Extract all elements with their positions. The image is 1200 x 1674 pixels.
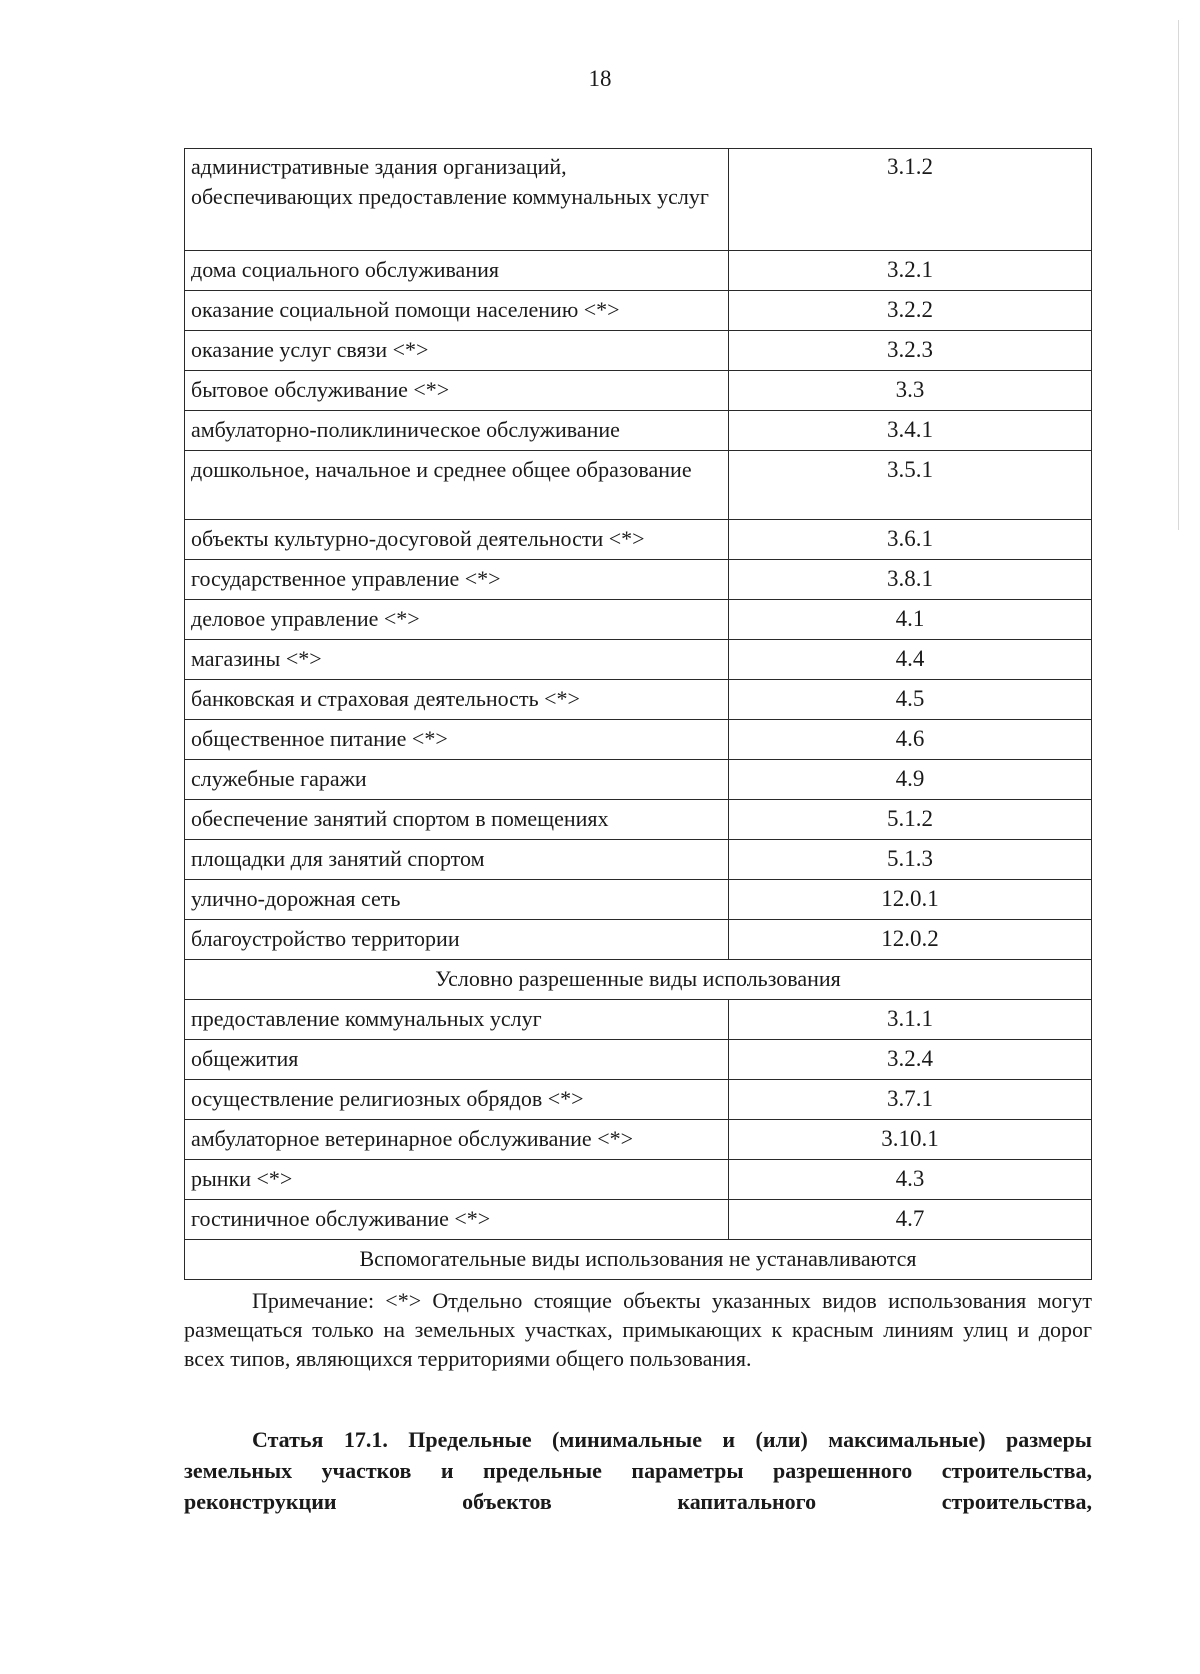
use-name-cell: государственное управление <*>	[185, 560, 729, 600]
table-row	[185, 291, 1092, 331]
use-name-cell: дошкольное, начальное и среднее общее образование	[185, 451, 729, 520]
table-row	[185, 1200, 1092, 1240]
use-name-cell: амбулаторное ветеринарное обслуживание <*>	[185, 1120, 729, 1160]
table-row	[185, 920, 1092, 960]
table-row	[185, 680, 1092, 720]
article-heading: Статья 17.1. Предельные (минимальные и (или) максимальные) размеры земельных участков и предельные параметры разрешенного строительства, реконструкции объектов капитального строительства,	[184, 1427, 1092, 1514]
table-row	[185, 880, 1092, 920]
page-number: 18	[588, 66, 612, 91]
use-code-cell: 3.2.4	[729, 1040, 1092, 1080]
use-code-cell: 12.0.2	[729, 920, 1092, 960]
use-name-cell: площадки для занятий спортом	[185, 840, 729, 880]
use-code-cell: 4.6	[729, 720, 1092, 760]
use-code-cell: 5.1.2	[729, 800, 1092, 840]
table-row	[185, 720, 1092, 760]
use-code-cell: 5.1.3	[729, 840, 1092, 880]
use-name-cell: оказание услуг связи <*>	[185, 331, 729, 371]
use-name-cell: амбулаторно-поликлиническое обслуживание	[185, 411, 729, 451]
scan-edge-line	[1178, 20, 1179, 530]
use-name-cell: предоставление коммунальных услуг	[185, 1000, 729, 1040]
use-code-cell: 3.2.2	[729, 291, 1092, 331]
use-code-cell: 4.4	[729, 640, 1092, 680]
use-name-cell: служебные гаражи	[185, 760, 729, 800]
use-code-cell: 3.3	[729, 371, 1092, 411]
use-name-cell: бытовое обслуживание <*>	[185, 371, 729, 411]
use-name-cell: благоустройство территории	[185, 920, 729, 960]
table-row	[185, 560, 1092, 600]
table-row	[185, 1000, 1092, 1040]
use-name-cell: обеспечение занятий спортом в помещениях	[185, 800, 729, 840]
use-name-cell: деловое управление <*>	[185, 600, 729, 640]
table-row	[185, 331, 1092, 371]
table-row	[185, 1040, 1092, 1080]
table-row	[185, 1160, 1092, 1200]
table-row	[185, 451, 1092, 520]
use-name-cell: административные здания организаций, обеспечивающих предоставление коммунальных услуг	[185, 149, 729, 251]
table-row	[185, 800, 1092, 840]
use-code-cell: 3.8.1	[729, 560, 1092, 600]
use-name-cell: банковская и страховая деятельность <*>	[185, 680, 729, 720]
use-name-cell: улично-дорожная сеть	[185, 880, 729, 920]
section-footer-row	[185, 1240, 1092, 1280]
table-row	[185, 411, 1092, 451]
use-code-cell: 3.2.3	[729, 331, 1092, 371]
use-code-cell: 3.1.1	[729, 1000, 1092, 1040]
use-name-cell: общежития	[185, 1040, 729, 1080]
use-name-cell: гостиничное обслуживание <*>	[185, 1200, 729, 1240]
use-name-cell: объекты культурно-досуговой деятельности <*>	[185, 520, 729, 560]
use-code-cell: 3.5.1	[729, 451, 1092, 520]
table-row	[185, 840, 1092, 880]
section-header-row	[185, 960, 1092, 1000]
use-code-cell: 4.9	[729, 760, 1092, 800]
use-code-cell: 3.10.1	[729, 1120, 1092, 1160]
use-code-cell: 12.0.1	[729, 880, 1092, 920]
use-code-cell: 4.5	[729, 680, 1092, 720]
use-code-cell: 4.3	[729, 1160, 1092, 1200]
use-code-cell: 3.2.1	[729, 251, 1092, 291]
table-row	[185, 251, 1092, 291]
use-code-cell: 4.1	[729, 600, 1092, 640]
use-name-cell: рынки <*>	[185, 1160, 729, 1200]
table-row	[185, 640, 1092, 680]
table-row	[185, 371, 1092, 411]
table-row	[185, 1120, 1092, 1160]
footnote-text: Примечание: <*> Отдельно стоящие объекты указанных видов использования могут размещаться только на земельных участках, примыкающих к красным линиям улиц и дорог всех типов, являющихся территориями общего пользования.	[184, 1288, 1092, 1371]
use-code-cell: 3.1.2	[729, 149, 1092, 251]
auxiliary-uses-row: Вспомогательные виды использования не устанавливаются	[185, 1240, 1092, 1280]
use-name-cell: магазины <*>	[185, 640, 729, 680]
table-row	[185, 1080, 1092, 1120]
use-code-cell: 3.6.1	[729, 520, 1092, 560]
use-name-cell: оказание социальной помощи населению <*>	[185, 291, 729, 331]
use-name-cell: дома социального обслуживания	[185, 251, 729, 291]
use-code-cell: 4.7	[729, 1200, 1092, 1240]
land-use-table	[184, 148, 1092, 1280]
use-code-cell: 3.7.1	[729, 1080, 1092, 1120]
use-name-cell: осуществление религиозных обрядов <*>	[185, 1080, 729, 1120]
table-row	[185, 149, 1092, 251]
table-row	[185, 520, 1092, 560]
table-row	[185, 600, 1092, 640]
use-code-cell: 3.4.1	[729, 411, 1092, 451]
use-name-cell: общественное питание <*>	[185, 720, 729, 760]
table-row	[185, 760, 1092, 800]
conditional-uses-header: Условно разрешенные виды использования	[185, 960, 1092, 1000]
